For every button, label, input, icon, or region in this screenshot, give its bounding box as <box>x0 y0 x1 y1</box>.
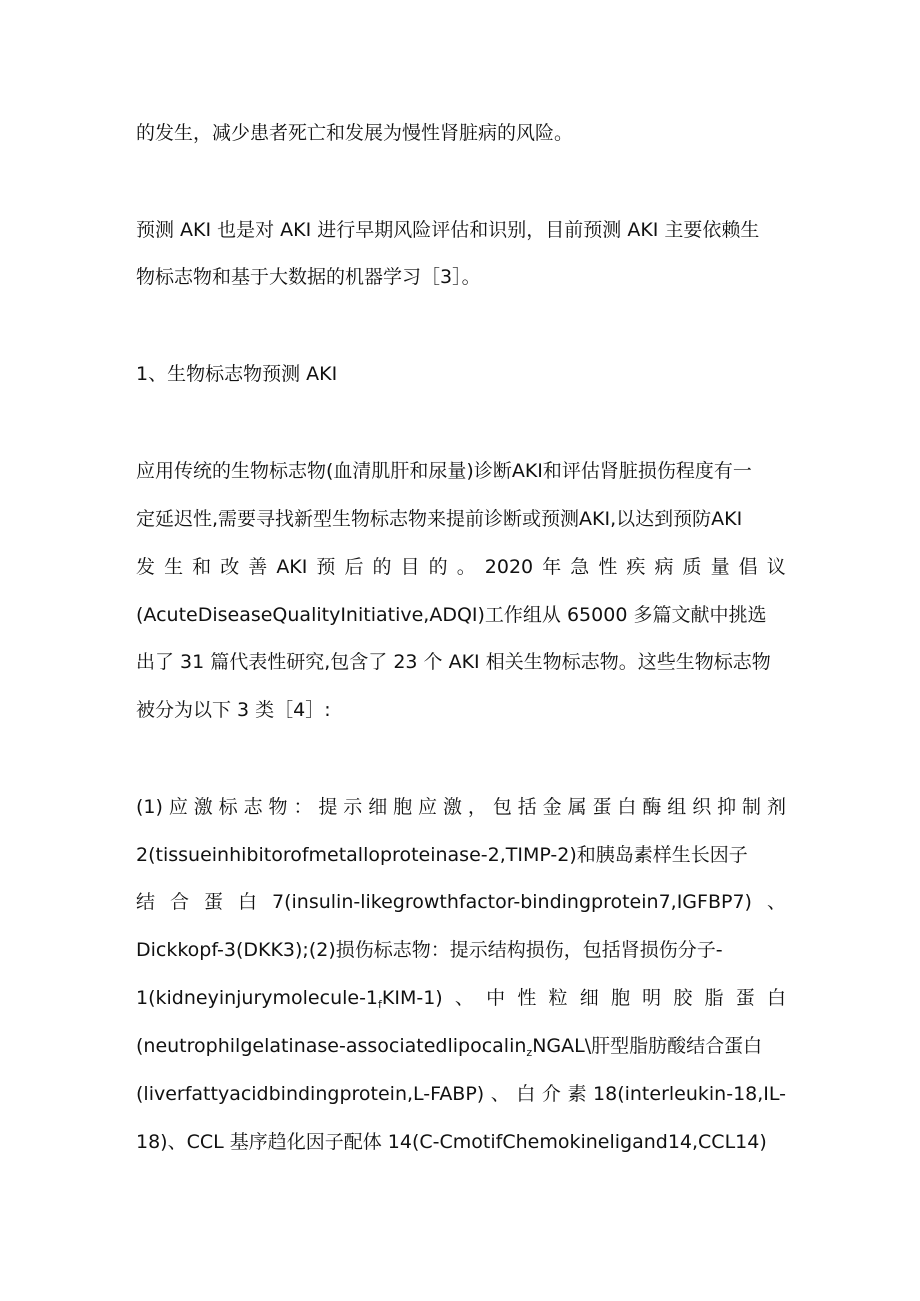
paragraph-line <box>136 1034 786 1065</box>
word: 蛋 <box>735 987 755 1009</box>
word: 抑 <box>717 796 737 818</box>
heading-text: 1、生物标志物预测 AKI <box>136 363 338 385</box>
word: 白 <box>516 1083 536 1105</box>
subscript: z <box>526 1046 533 1059</box>
word: 脂 <box>704 987 724 1009</box>
word: 病 <box>654 556 674 578</box>
paragraph-line <box>136 698 786 722</box>
word: 、 <box>490 1083 510 1105</box>
word: 发 <box>136 556 156 578</box>
word: 粒 <box>548 987 568 1009</box>
word: 提 <box>318 796 338 818</box>
word: 织 <box>692 796 712 818</box>
word: 18(interleukin-18,IL- <box>593 1083 786 1105</box>
word: ， <box>467 796 487 818</box>
word-with-subscript <box>136 986 443 1017</box>
word: 细 <box>579 987 599 1009</box>
text: 1(kidneyinjurymolecule-1 <box>136 987 379 1009</box>
text: NGAL\肝型脂肪酸结合蛋白 <box>532 1035 763 1057</box>
word: 示 <box>343 796 363 818</box>
word: 质 <box>682 556 702 578</box>
text: 被分为以下 3 类［4］: <box>136 699 331 721</box>
word: 中 <box>486 987 506 1009</box>
paragraph-line <box>136 121 786 145</box>
paragraph-line-justified <box>136 555 786 579</box>
word: 改 <box>220 556 240 578</box>
word: 胞 <box>610 987 630 1009</box>
word: 细 <box>368 796 388 818</box>
word: (1) <box>136 796 163 818</box>
word: 属 <box>567 796 587 818</box>
word: ： <box>293 796 313 818</box>
word: 介 <box>541 1083 561 1105</box>
word: 白 <box>617 796 637 818</box>
word: 应 <box>168 796 188 818</box>
paragraph-line <box>136 938 786 962</box>
word: 白 <box>238 891 258 913</box>
word: 量 <box>710 556 730 578</box>
paragraph-line-justified <box>136 986 786 1017</box>
word: 标 <box>218 796 238 818</box>
word: 的 <box>372 556 392 578</box>
text: (AcuteDiseaseQualityInitiative,ADQI)工作组从 65000 多篇文献中挑选 <box>136 604 767 626</box>
word: 胞 <box>393 796 413 818</box>
word: 合 <box>170 891 190 913</box>
word: 倡 <box>738 556 758 578</box>
paragraph-line-justified <box>136 890 786 914</box>
word: 组 <box>667 796 687 818</box>
paragraph-line <box>136 218 786 242</box>
word: 包 <box>492 796 512 818</box>
word: 物 <box>268 796 288 818</box>
word: 年 <box>542 556 562 578</box>
word: 和 <box>192 556 212 578</box>
word: 目 <box>400 556 420 578</box>
text: 出了 31 篇代表性研究,包含了 23 个 AKI 相关生物标志物。这些生物标志物 <box>136 651 771 673</box>
text: 2(tissueinhibitorofmetalloproteinase-2,TIMP-2)和胰岛素样生长因子 <box>136 844 748 866</box>
text: 定延迟性,需要寻找新型生物标志物来提前诊断或预测AKI,以达到预防AKI <box>136 508 743 530</box>
section-heading <box>136 362 786 386</box>
text: KIM-1) <box>381 987 443 1009</box>
word: 激 <box>193 796 213 818</box>
word: 预 <box>316 556 336 578</box>
paragraph-line <box>136 507 786 531</box>
word: 、 <box>454 987 474 1009</box>
word: 志 <box>243 796 263 818</box>
word: 制 <box>742 796 762 818</box>
word: 、 <box>766 891 786 913</box>
word: 2020 <box>484 556 534 578</box>
word: 白 <box>766 987 786 1009</box>
word: 的 <box>428 556 448 578</box>
word: 蛋 <box>592 796 612 818</box>
paragraph-line <box>136 459 786 483</box>
word: 金 <box>542 796 562 818</box>
paragraph-line-justified <box>136 795 786 819</box>
word: 结 <box>136 891 156 913</box>
word: 蛋 <box>204 891 224 913</box>
paragraph-line-justified <box>136 1082 786 1106</box>
text: Dickkopf-3(DKK3);(2)损伤标志物：提示结构损伤，包括肾损伤分子- <box>136 939 723 961</box>
paragraph-line <box>136 265 786 289</box>
word: 疾 <box>626 556 646 578</box>
text: (neutrophilgelatinase-associatedlipocalin <box>136 1035 527 1057</box>
word: 应 <box>418 796 438 818</box>
word: 。 <box>456 556 476 578</box>
paragraph-line <box>136 603 786 627</box>
paragraph-line <box>136 650 786 674</box>
paragraph-line <box>136 843 786 867</box>
word: 议 <box>766 556 786 578</box>
word: 善 <box>248 556 268 578</box>
paragraph-line <box>136 1130 786 1154</box>
word: 生 <box>164 556 184 578</box>
word: 素 <box>567 1083 587 1105</box>
word: 性 <box>598 556 618 578</box>
word: 激 <box>442 796 462 818</box>
text: 预测 AKI 也是对 AKI 进行早期风险评估和识别，目前预测 AKI 主要依赖生 <box>136 219 760 241</box>
word: 胶 <box>673 987 693 1009</box>
text: 的发生，减少患者死亡和发展为慢性肾脏病的风险。 <box>136 122 574 144</box>
word: AKI <box>276 556 308 578</box>
word: 性 <box>517 987 537 1009</box>
word: 明 <box>642 987 662 1009</box>
subscript: f <box>378 998 382 1011</box>
word: 括 <box>517 796 537 818</box>
word: 后 <box>344 556 364 578</box>
word: 7(insulin-likegrowthfactor-bindingprotein7,IGFBP7) <box>272 891 752 913</box>
word: 酶 <box>642 796 662 818</box>
word: 急 <box>570 556 590 578</box>
text: 18)、CCL 基序趋化因子配体 14(C-CmotifChemokineligand14,CCL14) <box>136 1131 767 1153</box>
text: 应用传统的生物标志物(血清肌肝和尿量)诊断AKI和评估肾脏损伤程度有一 <box>136 460 752 482</box>
word: 剂 <box>766 796 786 818</box>
text: 物标志物和基于大数据的机器学习［3］。 <box>136 266 481 288</box>
word: (liverfattyacidbindingprotein,L-FABP) <box>136 1083 485 1105</box>
